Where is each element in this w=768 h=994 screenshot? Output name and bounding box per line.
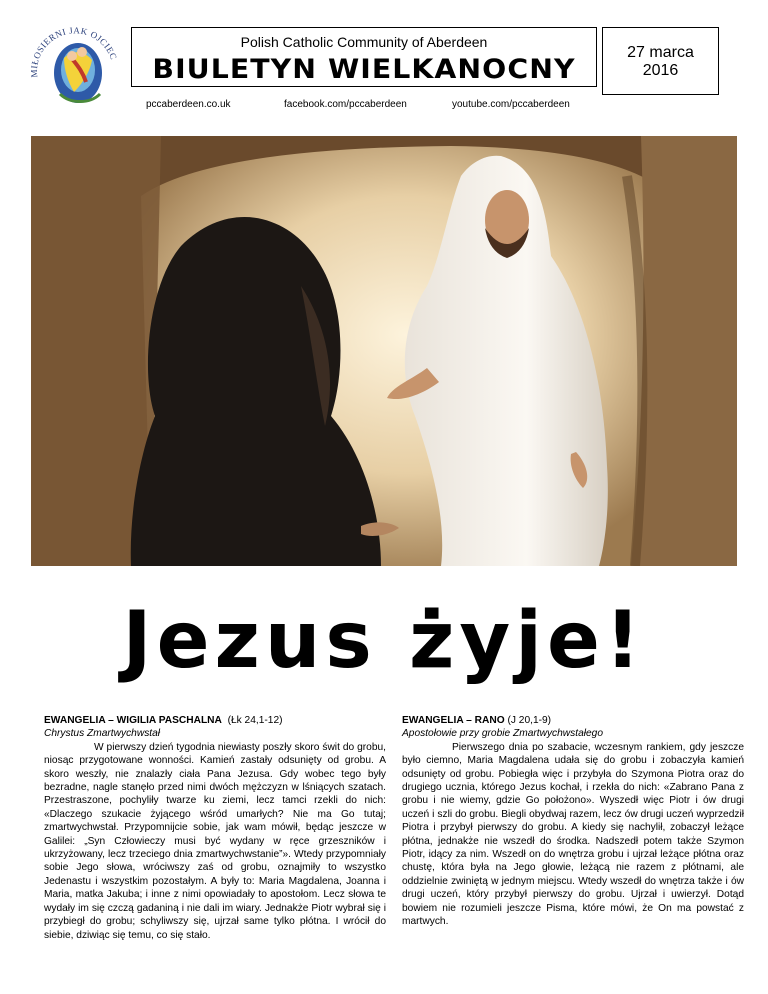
facebook-link[interactable]: facebook.com/pccaberdeen <box>284 99 407 110</box>
logo-text: MIŁOSIERNI JAK OJCIEC <box>28 25 119 78</box>
gospel-morning-subtitle: Apostołowie przy grobie Zmartwychwstałego <box>402 728 604 740</box>
gospel-vigil-body: W pierwszy dzień tygodnia niewiasty poszły skoro świt do grobu, niosąc przygotowane wonności. Kamień zastały odsunięty od grobu. A skoro weszły, nie znalazły ciała Pana Jezusa. Gdy wobec tego były bezradne, nagle stanęło przed nimi dwóch mężczyzn w lśniących szatach. Przestraszone, pochyliły twarze ku ziemi, lecz tamci rzekli do nich: «Dlaczego szukacie żyjącego wśród umarłych? Nie ma Go tutaj; zmartwychwstał. Przypomnijcie sobie, jak wam mówił, będąc jeszcze w Galilei: „Syn Człowieczy musi być wydany w ręce grzeszników i ukrzyżowany, lecz trzeciego dnia zmartwychwstanie”». Wtedy przypomniały sobie Jego słowa, wróciwszy zaś od grobu, oznajmiły to wszystko Jedenastu i wszystkim pozostałym. A były to: Maria Magdalena, Joanna i Maria, matka Jakuba; i inne z nimi opowiadały to apostołom. Lecz słowa te wydały im się czczą gadaniną i nie dali im wiary. Jednakże Piotr wybrał się i przybiegł do grobu; schyliwszy się, ujrzał same tylko płótna. I wrócił do siebie, dziwiąc się temu, co się stało. <box>44 741 386 941</box>
jubilee-logo <box>20 8 130 118</box>
headline: Jezus żyje! <box>122 596 646 686</box>
gospel-vigil-column <box>44 714 386 942</box>
gospel-morning-body: Pierwszego dnia po szabacie, wczesnym rankiem, gdy jeszcze było ciemno, Maria Magdalena udała się do grobu i zobaczyła kamień odsunięty od grobu. Pobiegła więc i przybyła do Szymona Piotra oraz do drugiego ucznia, którego Jezus kochał, i rzekła do nich: «Zabrano Pana z grobu i nie wiemy, gdzie Go położono». Wyszedł więc Piotr i ów drugi uczeń i szli do grobu. Biegli obydwaj razem, lecz ów drugi uczeń wyprzedził Piotra i przybył pierwszy do grobu. A kiedy się nachylił, zobaczył leżące płótna, jednakże nie wszedł do środka. Nadszedł potem także Szymon Piotr, idący za nim. Wszedł on do wnętrza grobu i ujrzał leżące płótna oraz chustę, która była na Jego głowie, leżącą nie razem z płótnami, ale oddzielnie zwiniętą w jednym miejscu. Wtedy wszedł do wnętrza także i ów drugi uczeń, który przybył pierwszy do grobu. Ujrzał i uwierzył. Dotąd bowiem nie rozumieli jeszcze Pisma, które mówi, że On ma powstać z martwych. <box>402 741 744 928</box>
organization-name: Polish Catholic Community of Aberdeen <box>240 34 488 50</box>
date-box <box>602 27 719 95</box>
gospel-vigil-heading <box>44 714 386 727</box>
youtube-link[interactable]: youtube.com/pccaberdeen <box>452 99 570 110</box>
gospel-morning-title: EWANGELIA – RANO <box>402 715 505 726</box>
gospel-morning-heading <box>402 714 744 727</box>
date-day-month: 27 marca <box>627 44 694 61</box>
gospel-vigil-ref: (Łk 24,1-12) <box>227 715 283 726</box>
bulletin-title: BIULETYN WIELKANOCNY <box>152 54 576 85</box>
header-box <box>131 27 597 87</box>
gospel-morning-ref: (J 20,1-9) <box>507 715 552 726</box>
website-link[interactable]: pccaberdeen.co.uk <box>146 99 231 110</box>
resurrection-photo <box>31 136 737 566</box>
gospel-vigil-title: EWANGELIA – WIGILIA PASCHALNA <box>44 715 222 726</box>
date-year: 2016 <box>642 62 679 79</box>
gospel-vigil-subtitle: Chrystus Zmartwychwstał <box>44 728 161 740</box>
gospel-morning-column <box>402 714 744 929</box>
